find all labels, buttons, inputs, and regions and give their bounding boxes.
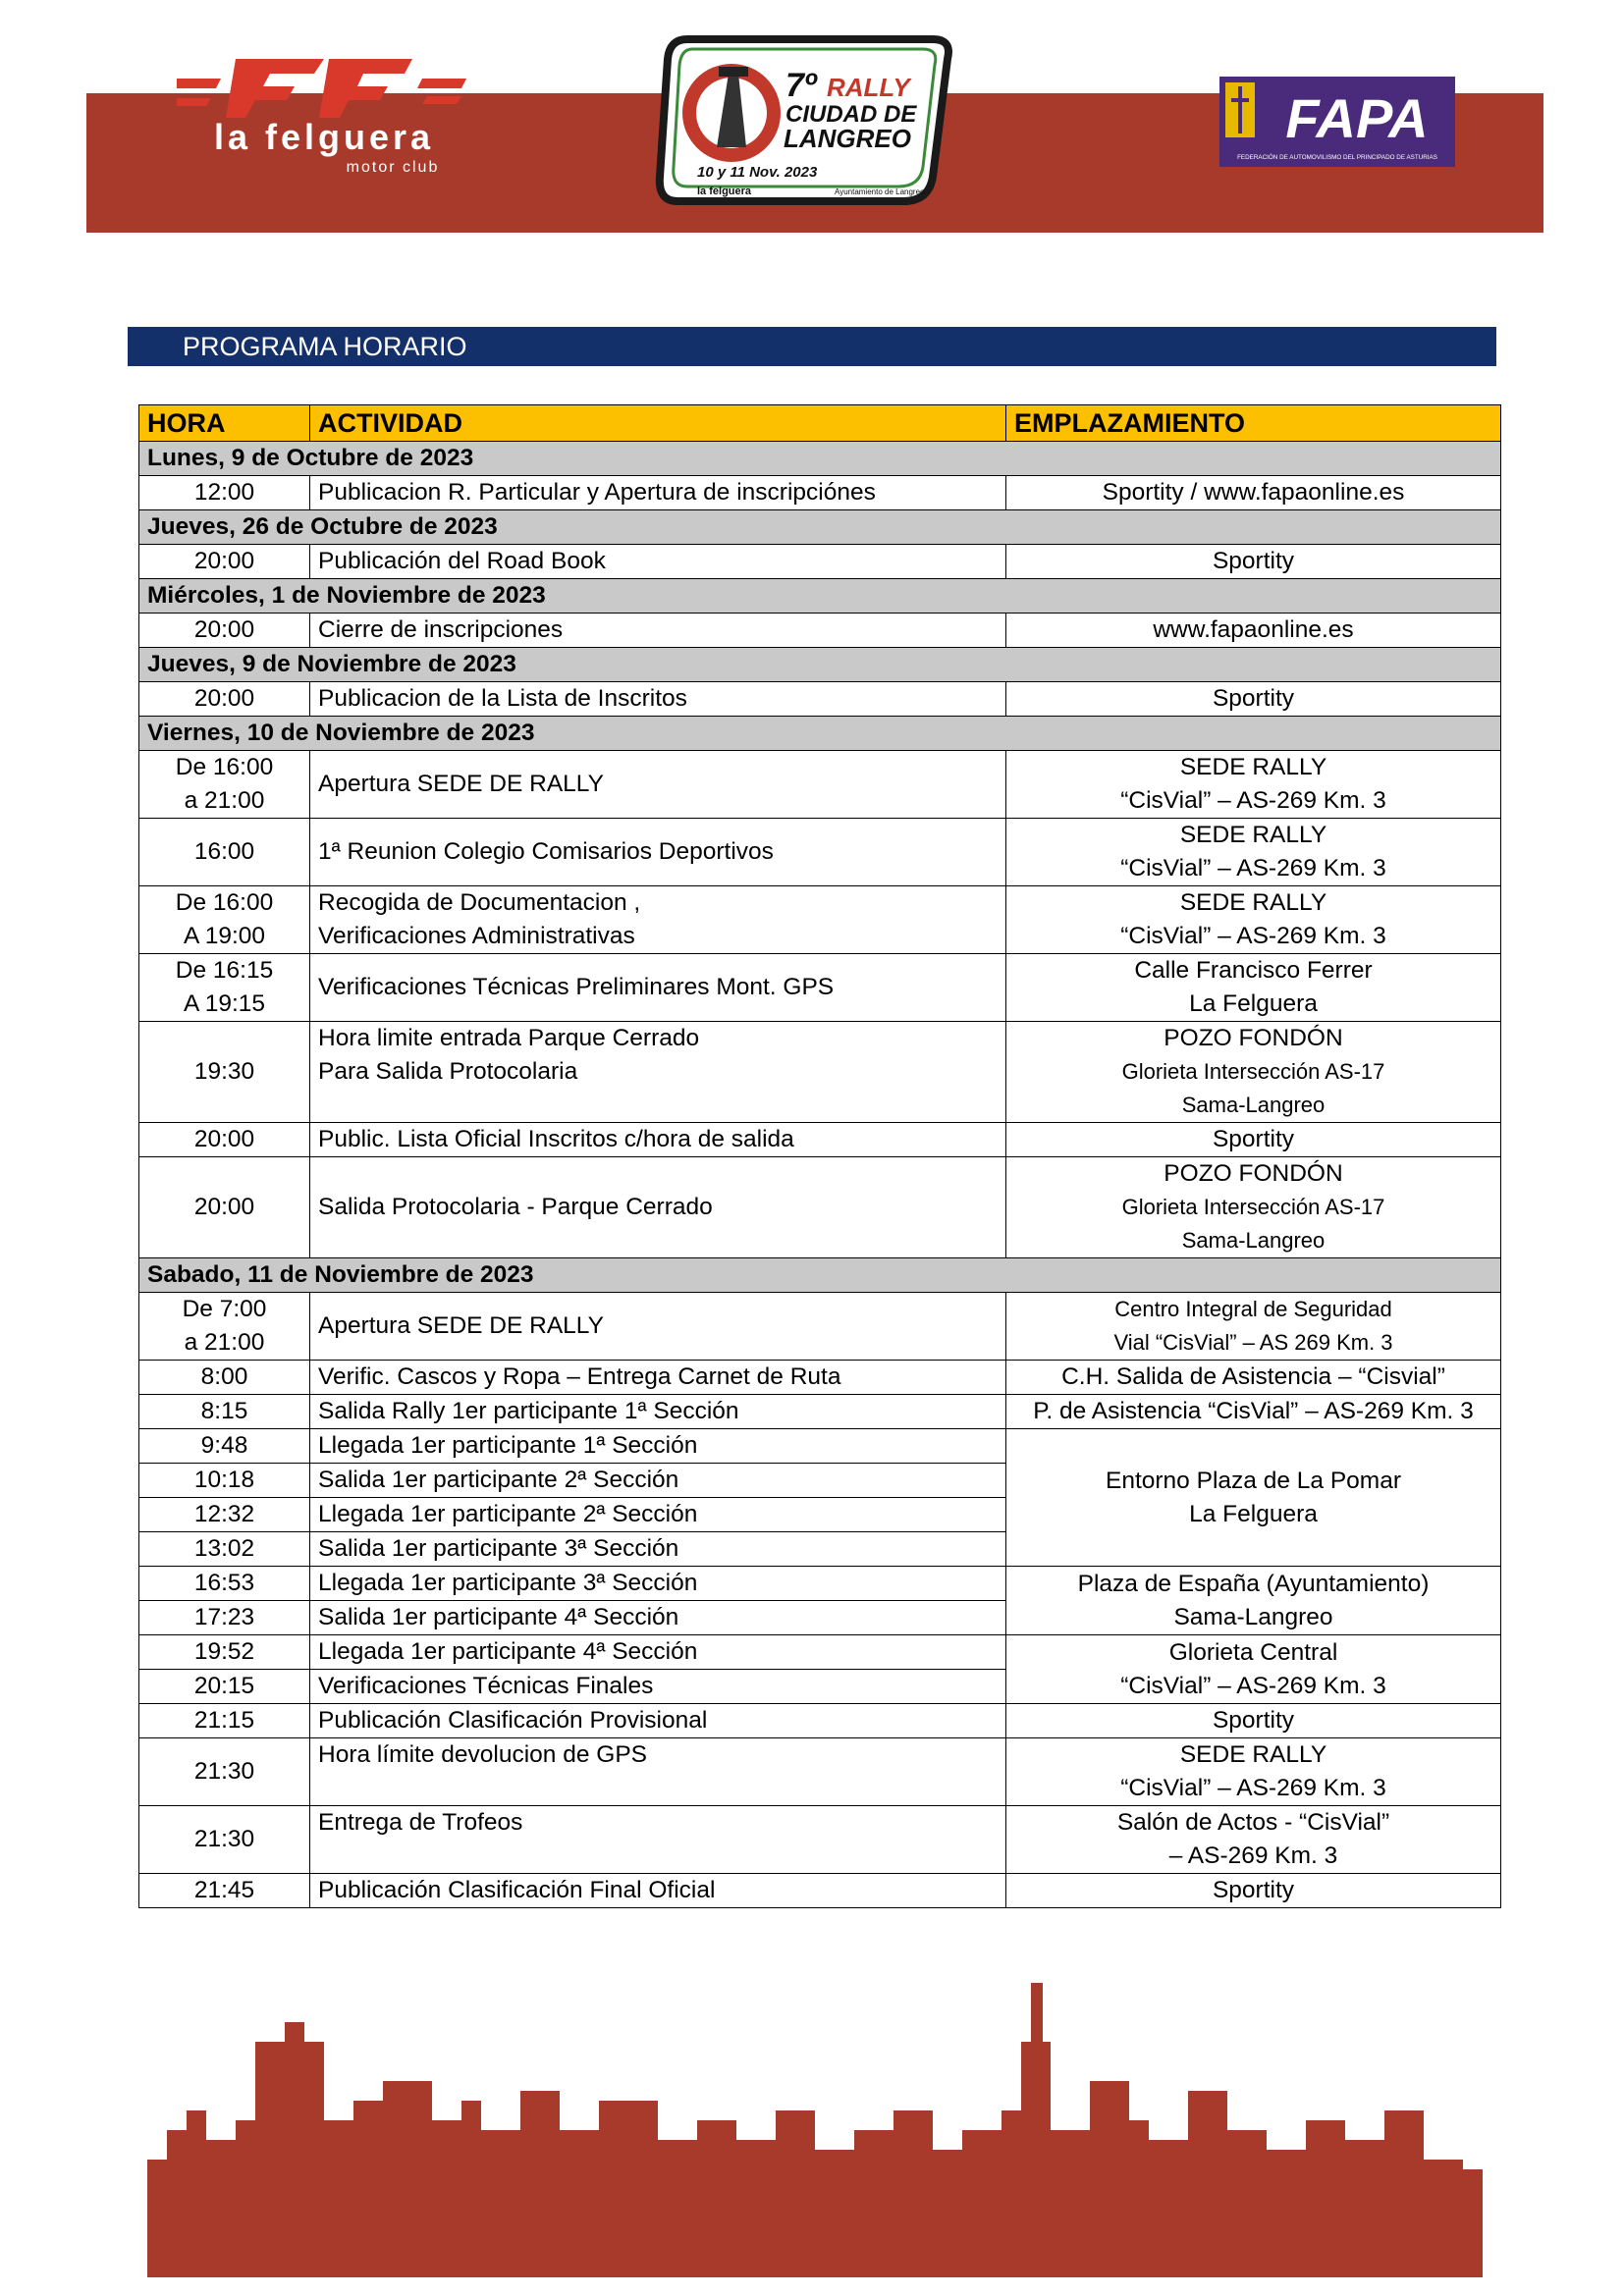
hora-cell: 10:18: [139, 1464, 310, 1498]
lugar-cell: [1006, 1157, 1501, 1258]
actividad-cell: Verific. Cascos y Ropa – Entrega Carnet de Ruta: [310, 1361, 1006, 1395]
hora-cell: 21:45: [139, 1874, 310, 1908]
actividad-cell: Salida 1er participante 3ª Sección: [310, 1532, 1006, 1567]
table-row: [139, 1157, 1501, 1258]
hora-cell: [139, 886, 310, 954]
lugar-cell: [1006, 1567, 1501, 1635]
lugar-cell: P. de Asistencia “CisVial” – AS-269 Km. 3: [1006, 1395, 1501, 1429]
actividad-cell: Public. Lista Oficial Inscritos c/hora de salida: [310, 1123, 1006, 1157]
lugar-line: SEDE RALLY: [1179, 1741, 1327, 1768]
actividad-cell: Llegada 1er participante 1ª Sección: [310, 1429, 1006, 1464]
lugar-line: “CisVial” – AS-269 Km. 3: [1120, 787, 1386, 814]
skyline-silhouette: [147, 1983, 1483, 2277]
lugar-cell: Sportity: [1006, 545, 1501, 579]
actividad-cell: Verificaciones Técnicas Finales: [310, 1670, 1006, 1704]
table-row: [139, 476, 1501, 510]
lugar-line: POZO FONDÓN: [1164, 1025, 1343, 1051]
actividad-cell: Salida 1er participante 2ª Sección: [310, 1464, 1006, 1498]
rally-logo: [648, 29, 962, 216]
day-label: Viernes, 10 de Noviembre de 2023: [139, 717, 1501, 751]
lugar-line: Glorieta Intersección AS-17: [1121, 1195, 1385, 1219]
actividad-cell: 1ª Reunion Colegio Comisarios Deportivos: [310, 819, 1006, 886]
hora-cell: 21:30: [139, 1806, 310, 1874]
actividad-line: Para Salida Protocolaria: [318, 1058, 578, 1085]
day-row: [139, 648, 1501, 682]
day-row: [139, 510, 1501, 545]
fapa-name: FAPA: [1285, 87, 1429, 149]
hora-cell: 19:30: [139, 1022, 310, 1123]
lugar-cell: [1006, 1022, 1501, 1123]
rally-edition: 7º: [785, 67, 817, 104]
lugar-line: La Felguera: [1189, 1500, 1318, 1527]
lugar-cell: Sportity: [1006, 1123, 1501, 1157]
lugar-cell: [1006, 1806, 1501, 1874]
page-title: PROGRAMA HORARIO: [128, 327, 1496, 366]
hora-cell: 16:00: [139, 819, 310, 886]
rally-line3: LANGREO: [784, 124, 911, 153]
actividad-cell: Llegada 1er participante 2ª Sección: [310, 1498, 1006, 1532]
lugar-line: Sama-Langreo: [1181, 1228, 1326, 1253]
lugar-cell: [1006, 1429, 1501, 1567]
hora-cell: 20:00: [139, 1123, 310, 1157]
lugar-line: Plaza de España (Ayuntamiento): [1077, 1570, 1430, 1597]
actividad-cell: Publicación del Road Book: [310, 545, 1006, 579]
lugar-line: “CisVial” – AS-269 Km. 3: [1120, 1775, 1386, 1801]
lugar-cell: Sportity / www.fapaonline.es: [1006, 476, 1501, 510]
lugar-cell: [1006, 1635, 1501, 1704]
hora-line: A 19:15: [183, 990, 266, 1017]
lugar-line: Sama-Langreo: [1173, 1603, 1333, 1630]
lugar-line: Glorieta Central: [1168, 1638, 1338, 1666]
hora-cell: 17:23: [139, 1601, 310, 1635]
lugar-line: La Felguera: [1189, 990, 1318, 1017]
lugar-line: Calle Francisco Ferrer: [1134, 957, 1373, 984]
lugar-cell: Sportity: [1006, 1874, 1501, 1908]
table-row: [139, 1395, 1501, 1429]
actividad-line: Recogida de Documentacion ,: [318, 889, 641, 916]
hora-cell: 12:00: [139, 476, 310, 510]
lugar-line: POZO FONDÓN: [1164, 1160, 1343, 1187]
hora-cell: [139, 954, 310, 1022]
table-row: [139, 614, 1501, 648]
hora-cell: 20:00: [139, 682, 310, 717]
actividad-cell: Publicacion R. Particular y Apertura de inscripciónes: [310, 476, 1006, 510]
table-row: [139, 1429, 1501, 1464]
lugar-cell: C.H. Salida de Asistencia – “Cisvial”: [1006, 1361, 1501, 1395]
left-logo-name: la felguera: [213, 117, 435, 157]
actividad-cell: Cierre de inscripciones: [310, 614, 1006, 648]
day-label: Jueves, 26 de Octubre de 2023: [139, 510, 1501, 545]
table-row: [139, 1567, 1501, 1601]
hora-cell: 20:15: [139, 1670, 310, 1704]
hora-cell: 13:02: [139, 1532, 310, 1567]
actividad-cell: Publicación Clasificación Provisional: [310, 1704, 1006, 1738]
left-logo-sub: motor club: [346, 159, 440, 176]
table-row: [139, 819, 1501, 886]
lugar-line: SEDE RALLY: [1179, 889, 1327, 916]
lugar-cell: [1006, 954, 1501, 1022]
rally-club: la felguera: [697, 186, 752, 197]
table-row: [139, 1022, 1501, 1123]
hora-line: A 19:00: [183, 923, 266, 949]
day-label: Jueves, 9 de Noviembre de 2023: [139, 648, 1501, 682]
table-row: [139, 1361, 1501, 1395]
actividad-cell: Apertura SEDE DE RALLY: [310, 751, 1006, 819]
lugar-line: SEDE RALLY: [1179, 754, 1327, 780]
hora-cell: 8:00: [139, 1361, 310, 1395]
actividad-cell: Hora límite devolucion de GPS: [310, 1738, 1006, 1806]
hora-line: a 21:00: [184, 1329, 265, 1356]
table-row: [139, 682, 1501, 717]
lugar-line: Glorieta Intersección AS-17: [1121, 1059, 1385, 1084]
actividad-cell: Publicacion de la Lista de Inscritos: [310, 682, 1006, 717]
actividad-cell: Salida Protocolaria - Parque Cerrado: [310, 1157, 1006, 1258]
table-row: [139, 1704, 1501, 1738]
table-row: [139, 1293, 1501, 1361]
actividad-cell: Salida Rally 1er participante 1ª Sección: [310, 1395, 1006, 1429]
day-label: Miércoles, 1 de Noviembre de 2023: [139, 579, 1501, 614]
hora-line: De 16:00: [175, 889, 274, 916]
table-row: [139, 545, 1501, 579]
hora-cell: 8:15: [139, 1395, 310, 1429]
lugar-cell: [1006, 751, 1501, 819]
actividad-cell: Entrega de Trofeos: [310, 1806, 1006, 1874]
actividad-cell: [310, 886, 1006, 954]
actividad-cell: [310, 1022, 1006, 1123]
table-row: [139, 1635, 1501, 1670]
table-row: [139, 886, 1501, 954]
day-row: [139, 1258, 1501, 1293]
lugar-line: Sama-Langreo: [1181, 1093, 1326, 1117]
day-row: [139, 442, 1501, 476]
lugar-line: “CisVial” – AS-269 Km. 3: [1120, 923, 1386, 949]
fapa-logo: [1219, 77, 1455, 167]
table-row: [139, 1874, 1501, 1908]
hora-line: De 7:00: [182, 1296, 267, 1322]
actividad-line: Hora limite entrada Parque Cerrado: [318, 1025, 700, 1051]
actividad-cell: Publicación Clasificación Final Oficial: [310, 1874, 1006, 1908]
lugar-line: Vial “CisVial” – AS 269 Km. 3: [1113, 1330, 1393, 1355]
actividad-cell: Llegada 1er participante 3ª Sección: [310, 1567, 1006, 1601]
lugar-cell: [1006, 1293, 1501, 1361]
table-row: [139, 1738, 1501, 1806]
table-row: [139, 1806, 1501, 1874]
day-row: [139, 579, 1501, 614]
day-row: [139, 717, 1501, 751]
lugar-cell: [1006, 886, 1501, 954]
col-header-emplazamiento: EMPLAZAMIENTO: [1006, 405, 1501, 442]
hora-cell: 20:00: [139, 1157, 310, 1258]
hora-cell: [139, 751, 310, 819]
hora-line: De 16:15: [175, 957, 274, 984]
lugar-cell: Sportity: [1006, 682, 1501, 717]
lugar-line: Salón de Actos - “CisVial”: [1116, 1809, 1390, 1836]
la-felguera-logo: [177, 39, 471, 187]
col-header-actividad: ACTIVIDAD: [310, 405, 1006, 442]
actividad-line: Verificaciones Administrativas: [318, 923, 635, 949]
hora-cell: 16:53: [139, 1567, 310, 1601]
lugar-cell: Sportity: [1006, 1704, 1501, 1738]
hora-line: De 16:00: [175, 754, 274, 780]
lugar-cell: [1006, 819, 1501, 886]
actividad-cell: Verificaciones Técnicas Preliminares Mont. GPS: [310, 954, 1006, 1022]
lugar-line: “CisVial” – AS-269 Km. 3: [1120, 1672, 1386, 1699]
col-header-hora: HORA: [139, 405, 310, 442]
hora-cell: [139, 1293, 310, 1361]
day-label: Sabado, 11 de Noviembre de 2023: [139, 1258, 1501, 1293]
hora-cell: 12:32: [139, 1498, 310, 1532]
rally-dates: 10 y 11 Nov. 2023: [697, 164, 818, 181]
hora-line: a 21:00: [184, 787, 265, 814]
rally-sponsor: Ayuntamiento de Langreo: [835, 187, 925, 196]
lugar-cell: www.fapaonline.es: [1006, 614, 1501, 648]
rally-line2: CIUDAD DE: [785, 101, 917, 128]
day-label: Lunes, 9 de Octubre de 2023: [139, 442, 1501, 476]
schedule-table: [138, 404, 1501, 1908]
hora-cell: 21:30: [139, 1738, 310, 1806]
lugar-cell: [1006, 1738, 1501, 1806]
lugar-line: – AS-269 Km. 3: [1168, 1842, 1338, 1869]
actividad-cell: Salida 1er participante 4ª Sección: [310, 1601, 1006, 1635]
fapa-sub: FEDERACIÓN DE AUTOMOVILISMO DEL PRINCIPADO DE ASTURIAS: [1237, 154, 1437, 161]
hora-cell: 20:00: [139, 545, 310, 579]
lugar-line: Entorno Plaza de La Pomar: [1106, 1467, 1401, 1494]
table-row: [139, 954, 1501, 1022]
actividad-cell: Llegada 1er participante 4ª Sección: [310, 1635, 1006, 1670]
table-header-row: [139, 405, 1501, 442]
rally-line1: RALLY: [827, 73, 910, 102]
hora-cell: 19:52: [139, 1635, 310, 1670]
hora-cell: 9:48: [139, 1429, 310, 1464]
hora-cell: 21:15: [139, 1704, 310, 1738]
lugar-line: “CisVial” – AS-269 Km. 3: [1120, 855, 1386, 881]
actividad-cell: Apertura SEDE DE RALLY: [310, 1293, 1006, 1361]
table-row: [139, 751, 1501, 819]
hora-cell: 20:00: [139, 614, 310, 648]
table-row: [139, 1123, 1501, 1157]
lugar-line: SEDE RALLY: [1179, 822, 1327, 848]
lugar-line: Centro Integral de Seguridad: [1114, 1297, 1392, 1321]
